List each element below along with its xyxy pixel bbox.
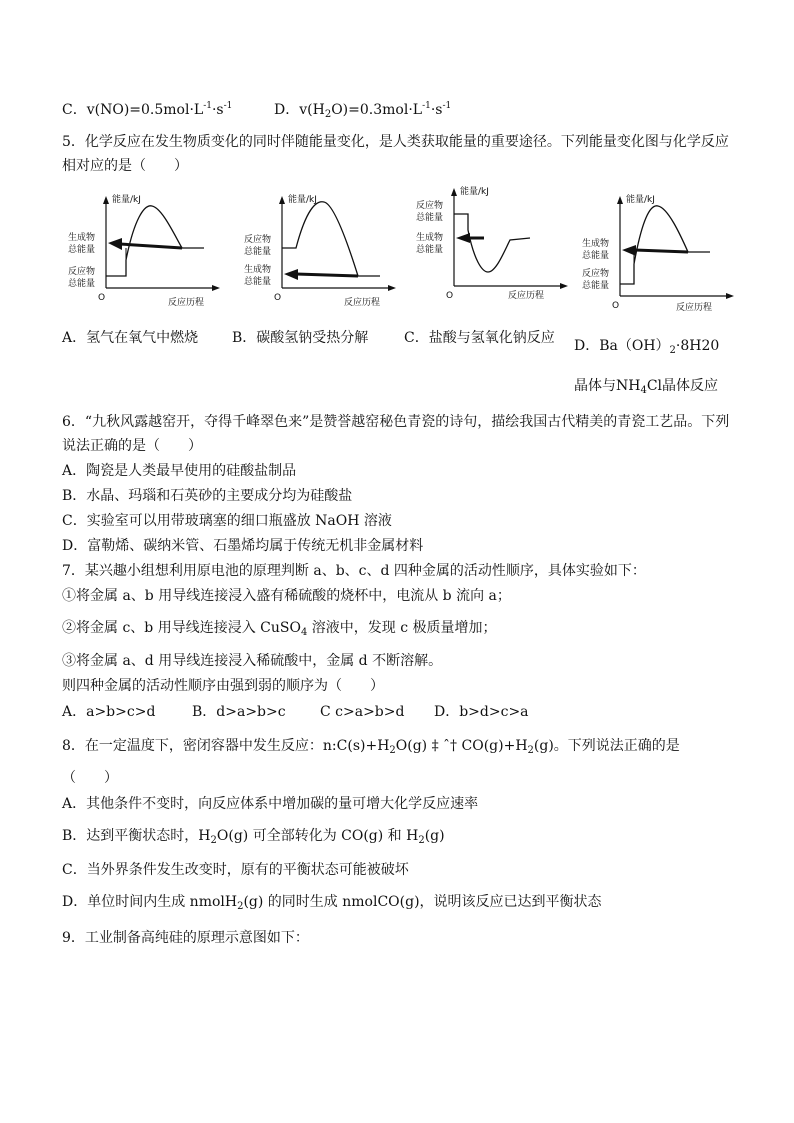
- q7-stem: 7．某兴趣小组想利用原电池的原理判断 a、b、c、d 四种金属的活动性顺序，具体实验如下：: [62, 563, 646, 579]
- q5-option-d-cont: 晶体与$NH_4Cl$晶体反应: [574, 378, 719, 396]
- q4-option-d: D．$v(H_2O)=0.3mol\cdot L^{-1}\cdot s^{-1}$: [274, 101, 452, 120]
- q7-option-d: D．b>d>c>a: [434, 704, 529, 720]
- reactants-label: 总能量: [68, 279, 96, 289]
- q7-step-3: ③将金属 a、d 用导线连接浸入稀硫酸中，金属 d 不断溶解。: [62, 653, 443, 669]
- q8-option-b: B．达到平衡状态时，$H_2O(g)$ 可全部转化为 CO(g) 和 $H_2(g)$: [62, 828, 445, 846]
- products-label: 总能量: [582, 251, 610, 261]
- reactants-label: 总能量: [416, 213, 444, 223]
- q9-stem: 9．工业制备高纯硅的原理示意图如下：: [62, 930, 309, 946]
- products-label: 总能量: [244, 277, 272, 287]
- reactants-label: 总能量: [244, 247, 272, 257]
- y-axis-label: 能量/kJ: [112, 195, 141, 205]
- reactants-label: 总能量: [582, 281, 610, 291]
- q7-question: 则四种金属的活动性顺序由强到弱的顺序为（ ）: [62, 678, 384, 694]
- q4-option-c: C．$v(NO)=0.5mol\cdot L^{-1}\cdot s^{-1}$: [62, 101, 233, 118]
- x-axis-label: 反应历程: [168, 298, 205, 308]
- q8-option-a: A．其他条件不变时，向反应体系中增加碳的量可增大化学反应速率: [62, 796, 479, 812]
- origin-label: O: [274, 293, 282, 303]
- q5-option-d: D．$Ba(OH)_2\cdot 8H20$: [574, 338, 720, 356]
- products-label: 总能量: [68, 245, 96, 255]
- products-label: 生成物: [68, 233, 96, 243]
- reactants-label: 反应物: [416, 201, 444, 211]
- q6-option-c: C．实验室可以用带玻璃塞的细口瓶盛放 NaOH 溶液: [62, 513, 392, 529]
- q8-option-d: D．单位时间内生成 nmolH$_2$(g) 的同时生成 nmolCO(g)，说明该反应已达到平衡状态: [62, 894, 602, 912]
- q5-option-c: C．盐酸与氢氧化钠反应: [404, 330, 555, 346]
- q6-option-b: B．水晶、玛瑙和石英砂的主要成分均为硅酸盐: [62, 488, 353, 504]
- x-axis-label: 反应历程: [508, 291, 545, 301]
- q7-option-c: C c>a>b>d: [320, 704, 405, 720]
- q7-step-1: ①将金属 a、b 用导线连接浸入盛有稀硫酸的烧杯中，电流从 b 流向 a；: [62, 588, 511, 604]
- q6-option-a: A．陶瓷是人类最早使用的硅酸盐制品: [62, 463, 297, 479]
- energy-diagram-c: [412, 180, 572, 305]
- reactants-label: 反应物: [244, 235, 272, 245]
- y-axis-label: 能量/kJ: [626, 195, 655, 205]
- q8-answer-paren: （ ）: [62, 770, 118, 786]
- products-label: 生成物: [244, 265, 272, 275]
- energy-diagram-a: [64, 190, 224, 310]
- q6-option-d: D．富勒烯、碳纳米管、石墨烯均属于传统无机非金属材料: [62, 538, 424, 554]
- q7-step-2: ②将金属 c、b 用导线连接浸入 CuSO$_4$ 溶液中，发现 c 极质量增加；: [62, 620, 497, 638]
- origin-label: O: [446, 291, 454, 301]
- x-axis-label: 反应历程: [676, 303, 713, 313]
- products-label: 生成物: [582, 239, 610, 249]
- origin-label: O: [98, 293, 106, 303]
- products-label: 总能量: [416, 245, 444, 255]
- x-axis-label: 反应历程: [344, 298, 381, 308]
- energy-diagram-d: [578, 190, 738, 315]
- products-label: 生成物: [416, 233, 444, 243]
- reactants-label: 反应物: [68, 267, 96, 277]
- q5-stem-line1: 5．化学反应在发生物质变化的同时伴随能量变化，是人类获取能量的重要途径。下列能量变化图与化学反应: [62, 134, 729, 150]
- q6-stem-line1: 6．“九秋风露越窑开，夺得千峰翠色来”是赞誉越窑秘色青瓷的诗句，描绘我国古代精美的青瓷工艺品。下列: [62, 414, 730, 430]
- q5-option-a: A．氢气在氧气中燃烧: [62, 330, 199, 346]
- q5-stem-line2: 相对应的是（ ）: [62, 158, 188, 174]
- q8-option-c: C．当外界条件发生改变时，原有的平衡状态可能被破坏: [62, 862, 409, 878]
- energy-diagram-b: [240, 190, 400, 310]
- reactants-label: 反应物: [582, 269, 610, 279]
- q5-option-b: B．碳酸氢钠受热分解: [232, 330, 369, 346]
- y-axis-label: 能量/kJ: [460, 187, 489, 197]
- q6-stem-line2: 说法正确的是（ ）: [62, 438, 202, 454]
- q7-option-b: B．d>a>b>c: [192, 704, 286, 720]
- y-axis-label: 能量/kJ: [288, 195, 317, 205]
- q8-stem: 8．在一定温度下，密闭容器中发生反应：$n:C(s)+H_2O(g)$ ‡ ˆ† $CO(g)+H_2(g)$。下列说法正确的是: [62, 738, 680, 756]
- origin-label: O: [612, 301, 620, 311]
- equilibrium-arrow: ‡ ˆ†: [431, 738, 458, 754]
- q7-option-a: A．a>b>c>d: [62, 704, 156, 720]
